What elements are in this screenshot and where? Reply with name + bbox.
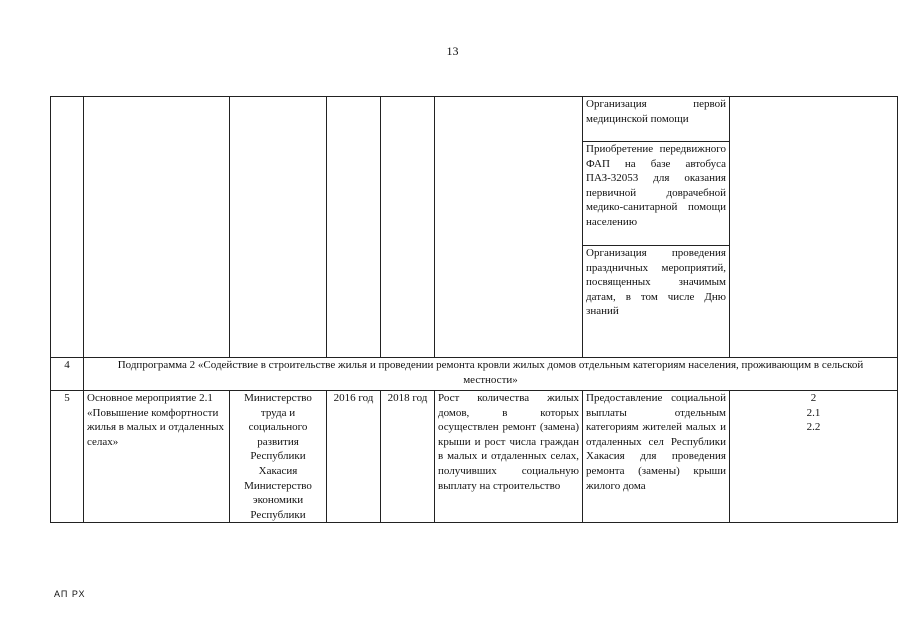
cell-name <box>84 97 230 358</box>
indicators <box>730 391 898 523</box>
activity-item: Приобретение передвижного ФАП на базе автобуса ПАЗ-32053 для оказания первичной доврачебной медико-санитарной помощи населению <box>583 141 729 245</box>
measure-name: Основное мероприятие 2.1 «Повышение комфортности жилья в малых и отдаленных селах» <box>84 391 230 523</box>
indicator: 2.1 <box>806 406 821 419</box>
cell-indicators <box>730 97 898 358</box>
subprogram-title: Подпрограмма 2 «Содействие в строительстве жилья и проведении ремонта кровли жилых домов отдельным категориям населения, проживающим в сельской местности» <box>84 358 898 391</box>
program-table <box>50 96 898 523</box>
activity-item: Организация проведения праздничных мероприятий, посвященных значимым датам, в том числе Дню знаний <box>583 245 729 356</box>
start-year: 2016 год <box>327 391 381 523</box>
indicator: 2 <box>810 392 817 404</box>
footer-mark: АП РХ <box>54 589 86 599</box>
table-row <box>51 391 898 523</box>
activity-item: Организация первой медицинской помощи <box>586 98 726 125</box>
executor: Министерство труда и социального развития Республики Хакасия Министерство экономики Республики <box>230 391 327 523</box>
page-number: 13 <box>446 44 459 58</box>
cell-executor <box>230 97 327 358</box>
cell-activities <box>583 97 730 358</box>
cell-num <box>51 97 84 358</box>
table-row <box>51 97 898 358</box>
row-number: 4 <box>51 358 84 391</box>
indicator: 2.2 <box>806 421 821 434</box>
cell-end <box>381 97 435 358</box>
table-row <box>51 358 898 391</box>
cell-start <box>327 97 381 358</box>
row-number: 5 <box>51 391 84 523</box>
expected-result: Рост количества жилых домов, в которых осуществлен ремонт (замена) крыши и рост числа граждан в малых и отдаленных селах, получивших социальную выплату на строительство <box>435 391 583 523</box>
activity: Предоставление социальной выплаты отдельным категориям жителей малых и отдаленных сел Республики Хакасия для проведения ремонта (замены) крыши жилого дома <box>583 391 730 523</box>
end-year: 2018 год <box>381 391 435 523</box>
cell-result <box>435 97 583 358</box>
